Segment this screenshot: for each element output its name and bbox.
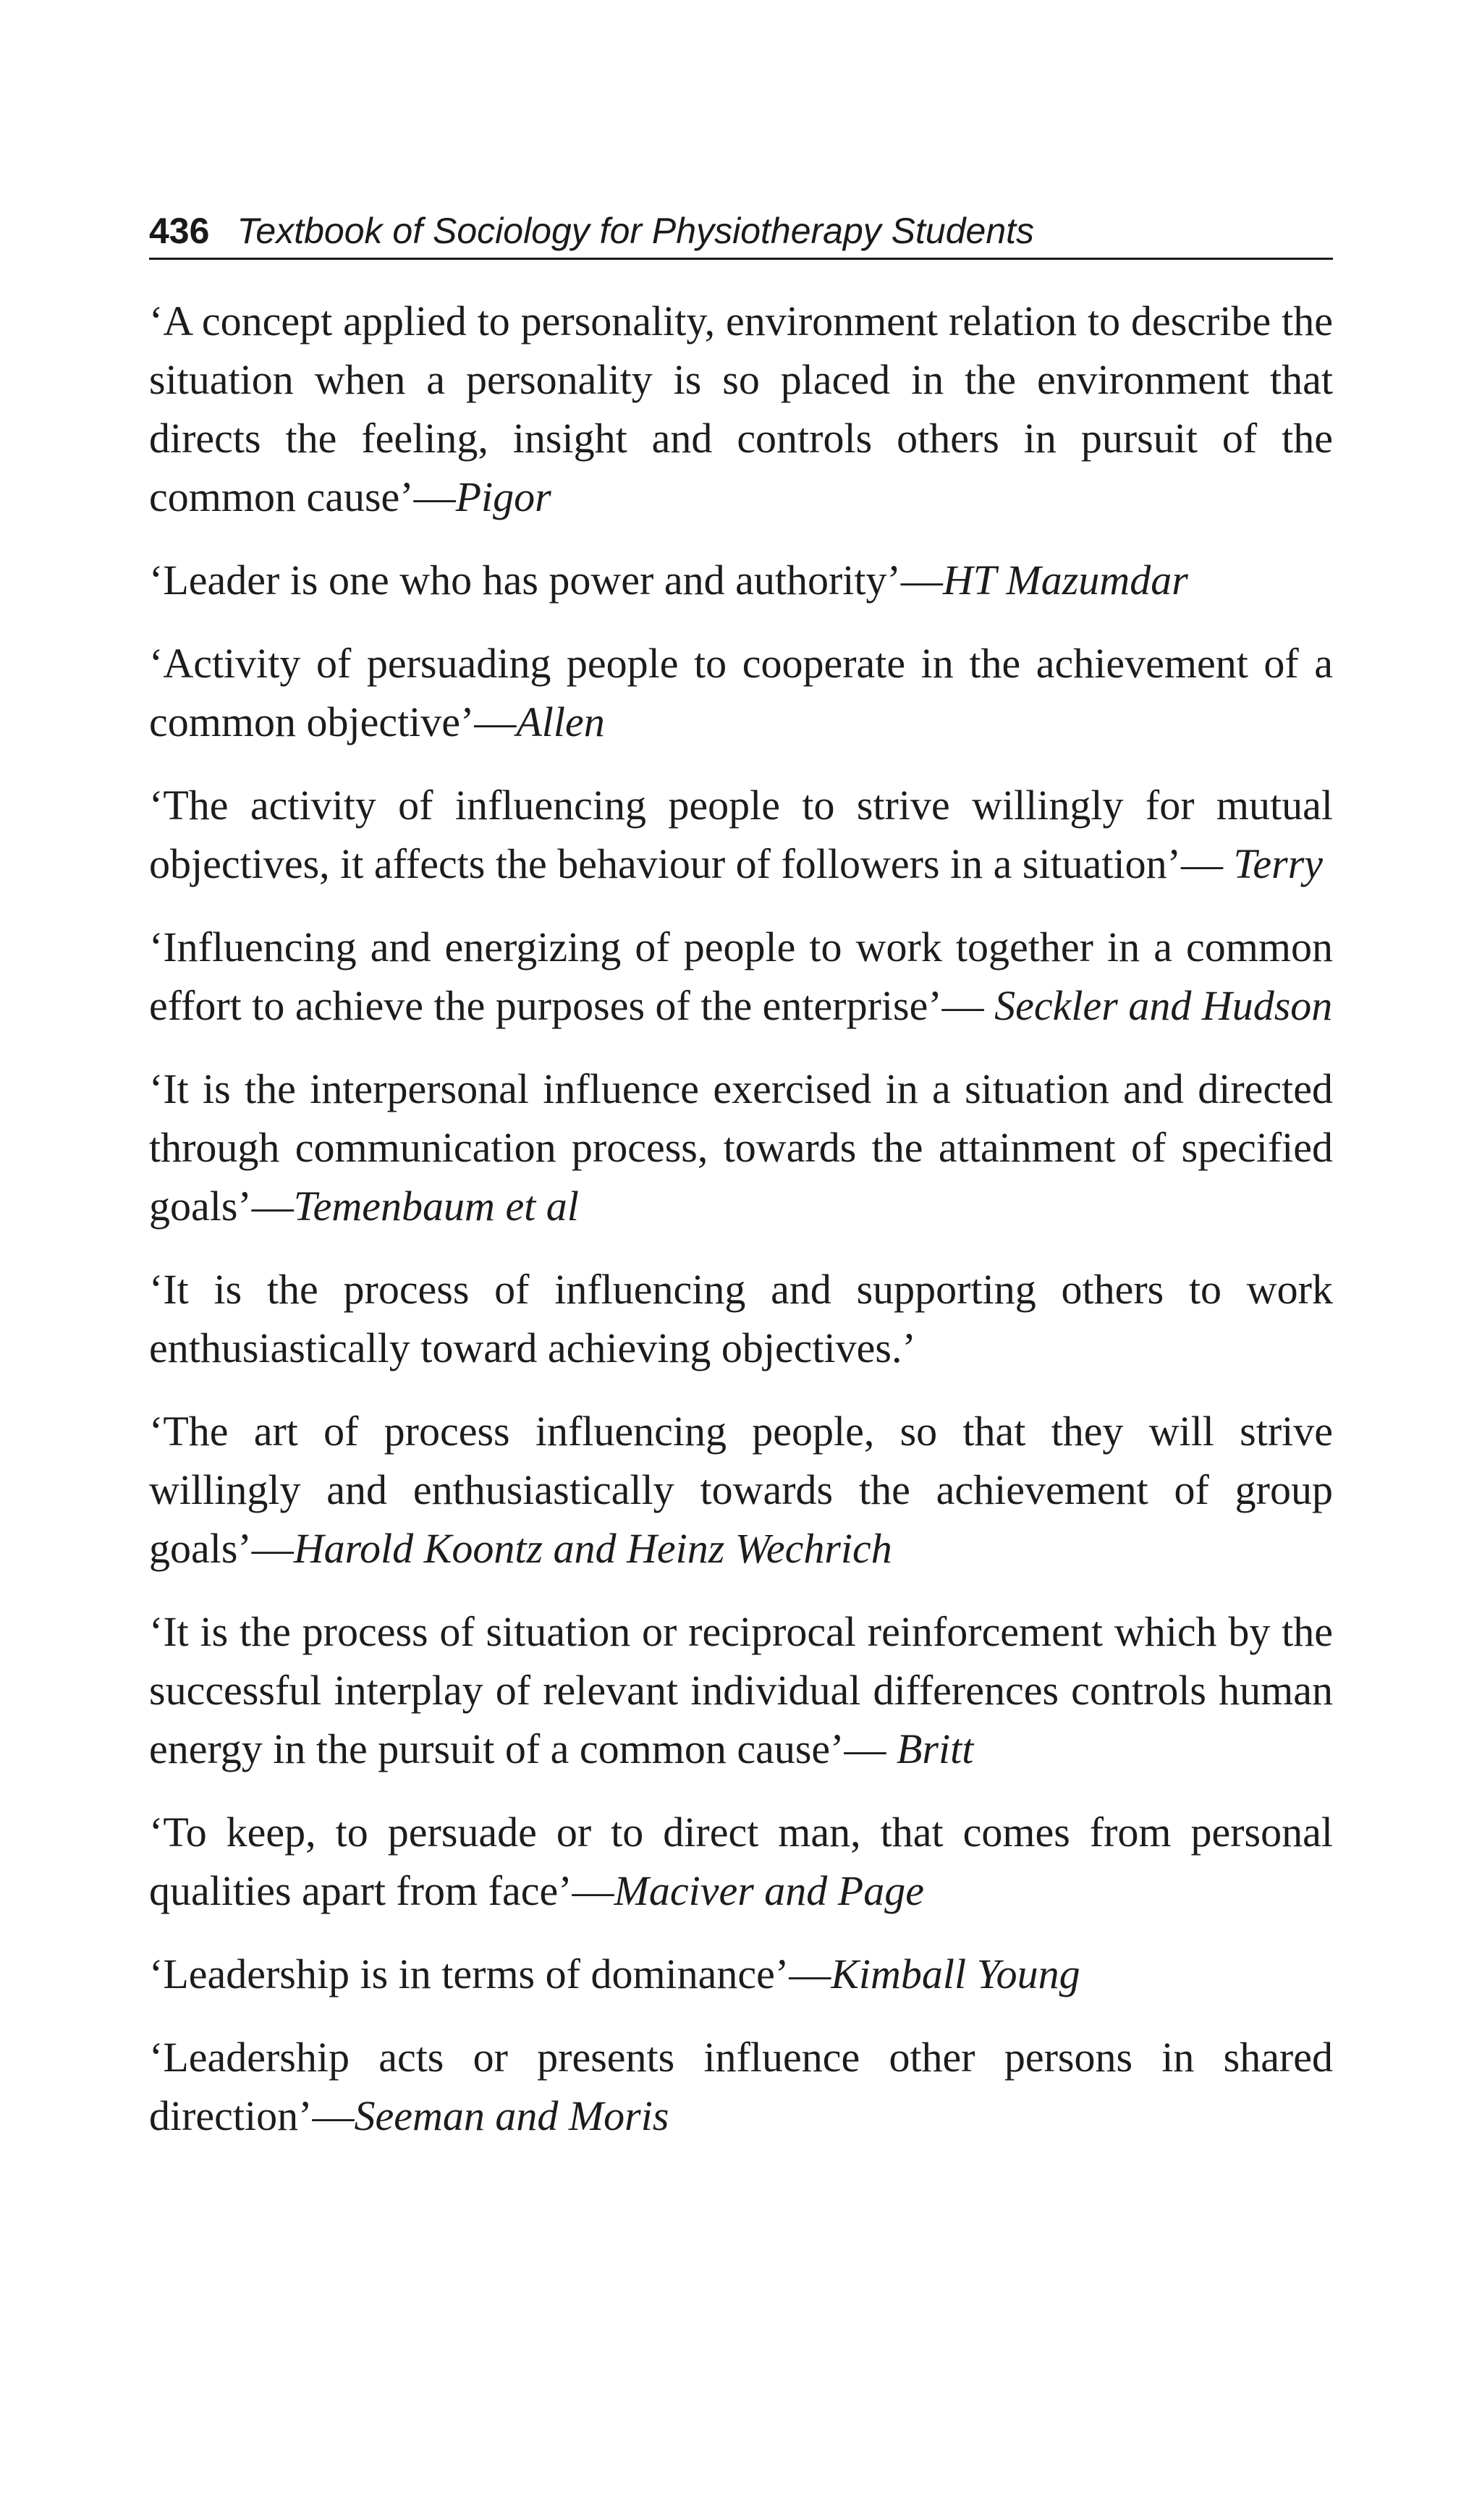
definition-paragraph — [149, 1803, 1333, 1920]
definition-quote: ‘It is the interpersonal influence exercised in a situation and directed through communication process, towards the attainment of specified goals’— — [149, 1065, 1333, 1230]
definition-paragraph — [149, 776, 1333, 893]
definition-quote: ‘It is the process of situation or reciprocal reinforcement which by the successful interplay of relevant individual differences controls human energy in the pursuit of a common cause’— — [149, 1608, 1333, 1772]
definition-quote: ‘Leadership is in terms of dominance’— — [149, 1950, 831, 1997]
definition-paragraph — [149, 1602, 1333, 1778]
definition-author: Maciver and Page — [614, 1867, 924, 1914]
definition-author: Seckler and Hudson — [994, 982, 1333, 1029]
book-page — [149, 210, 1333, 2170]
definition-paragraph — [149, 2028, 1333, 2145]
definition-quote: ‘To keep, to persuade or to direct man, that comes from personal qualities apart from face’— — [149, 1809, 1333, 1914]
definition-quote: ‘Leader is one who has power and authority’— — [149, 557, 943, 604]
definition-paragraph — [149, 551, 1333, 609]
definition-quote: ‘It is the process of influencing and supporting others to work enthusiastically toward achieving objectives.’ — [149, 1266, 1333, 1371]
definition-author: Britt — [896, 1725, 974, 1772]
definition-quote: ‘A concept applied to personality, environment relation to describe the situation when a personality is so placed in the environment that directs the feeling, insight and controls others in pursuit of the common cause’— — [149, 297, 1333, 520]
definition-paragraph — [149, 634, 1333, 751]
running-head — [149, 210, 1333, 260]
definition-paragraph — [149, 1945, 1333, 2003]
definition-paragraph — [149, 1260, 1333, 1377]
definition-paragraph — [149, 918, 1333, 1035]
definition-author: Harold Koontz and Heinz Wechrich — [293, 1525, 892, 1572]
page-number: 436 — [149, 211, 210, 251]
definition-author: Kimball Young — [831, 1950, 1080, 1997]
definition-quote: ‘Activity of persuading people to cooperate in the achievement of a common objective’— — [149, 640, 1333, 745]
definition-quote: ‘The activity of influencing people to strive willingly for mutual objectives, it affects the behaviour of followers in a situation’— — [149, 782, 1333, 887]
definition-author: Seeman and Moris — [354, 2092, 669, 2139]
definition-quote: ‘Influencing and energizing of people to work together in a common effort to achieve the purposes of the enterprise’— — [149, 923, 1333, 1029]
definition-author: Terry — [1233, 840, 1324, 887]
definition-paragraph — [149, 1402, 1333, 1578]
definition-author: HT Mazumdar — [942, 557, 1188, 604]
definition-author: Allen — [516, 698, 605, 745]
definition-quote: ‘Leadership acts or presents influence other persons in shared direction’— — [149, 2034, 1333, 2139]
definition-author: Pigor — [455, 473, 551, 520]
definition-paragraph — [149, 1060, 1333, 1235]
definition-quote: ‘The art of process influencing people, so that they will strive willingly and enthusiastically towards the achievement of group goals’— — [149, 1408, 1333, 1572]
definition-author: Temenbaum et al — [293, 1183, 579, 1230]
definition-paragraph — [149, 292, 1333, 526]
book-title: Textbook of Sociology for Physiotherapy Students — [237, 211, 1035, 251]
